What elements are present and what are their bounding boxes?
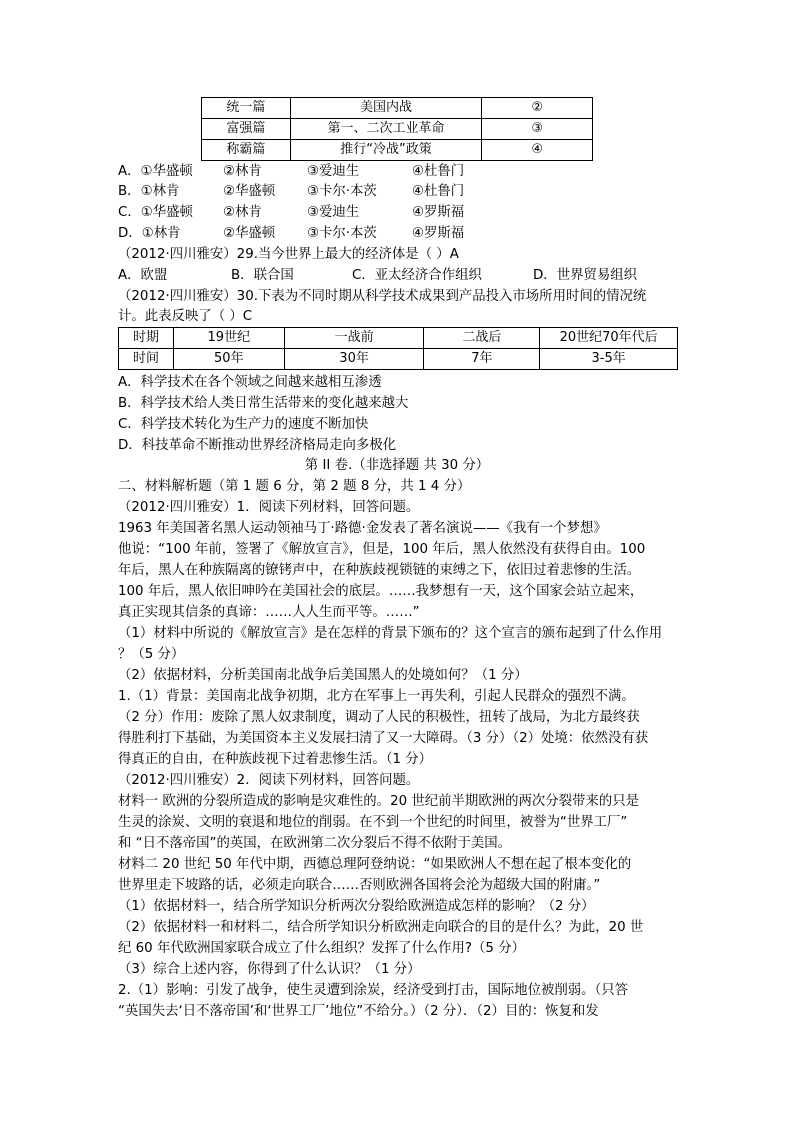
option-part: ③卡尔·本茨 (307, 226, 377, 241)
table-cell: ③ (482, 119, 593, 140)
table-cell: ④ (482, 140, 593, 161)
table-header-cell: 19世纪 (173, 328, 284, 349)
q29-stem: （2012·四川雅安）29.当今世界上最大的经济体是（ ）A (118, 247, 459, 262)
text-line: 1.（1）背景：美国南北战争初期，北方在军事上一再失利，引起人民群众的强烈不满。 (118, 689, 635, 704)
option-part: D．世界贸易组织 (533, 268, 638, 283)
q30-option-c: C．科学技术转化为生产力的速度不断加快 (118, 417, 369, 432)
text-line: 和 “日不落帝国”的英国，在欧洲第二次分裂后不得不依附于美国。 (118, 836, 512, 851)
option-part: ④罗斯福 (412, 226, 465, 241)
text-line: 2.（1）影响：引发了战争，使生灵遭到涂炭，经济受到打击，国际地位被削弱。（只答 (118, 983, 629, 998)
table-row (119, 349, 678, 370)
text-line: 真正实现其信条的真谛：……人人生而平等。……” (118, 605, 420, 620)
text-line: （2012·四川雅安）1．阅读下列材料，回答问题。 (118, 500, 420, 515)
us-history-table (201, 97, 593, 161)
q28-option-a (118, 162, 464, 182)
table-cell: 统一篇 (202, 98, 291, 119)
option-part: A．欧盟 (118, 268, 168, 283)
q30-option-b: B．科学技术给人类日常生活带来的变化越来越大 (118, 396, 409, 411)
option-part: B．①林肯 (118, 184, 180, 199)
table-row (202, 140, 593, 161)
table-cell: 3-5年 (540, 349, 678, 370)
table-cell: 时间 (119, 349, 174, 370)
text-line: 1963 年美国著名黑人运动领袖马丁·路德·金发表了著名演说——《我有一个梦想》 (118, 521, 607, 536)
option-part: C．亚太经济合作组织 (352, 268, 482, 283)
option-part: ③爱迪生 (307, 205, 360, 220)
option-part: ②华盛顿 (223, 226, 276, 241)
option-part: ③爱迪生 (307, 164, 360, 179)
text-line: （2012·四川雅安）2．阅读下列材料，回答问题。 (118, 773, 420, 788)
text-line: （2）依据材料，分析美国南北战争后美国黑人的处境如何？（1 分） (118, 668, 528, 683)
text-line: 纪 60 年代欧洲国家联合成立了什么组织？发挥了什么作用?（5 分） (118, 941, 525, 956)
table-cell: ② (482, 98, 593, 119)
part-heading: 二、材料解析题（第 1 题 6 分，第 2 题 8 分，共 1 4 分） (118, 479, 471, 494)
text-line: 他说：“100 年前，签署了《解放宣言》，但是，100 年后，黑人依然没有获得自由。100 (118, 542, 646, 557)
option-part: ④罗斯福 (412, 205, 465, 220)
q29-options (118, 266, 637, 286)
q28-option-b (118, 182, 464, 202)
q28-option-d (118, 224, 464, 244)
option-part: B．联合国 (231, 268, 294, 283)
text-line: （1）依据材料一，结合所学知识分析两次分裂给欧洲造成怎样的影响？（2 分） (118, 899, 595, 914)
option-part: D．①林肯 (118, 226, 181, 241)
option-part: ④杜鲁门 (412, 184, 465, 199)
q28-option-c (118, 203, 464, 223)
option-part: ②林肯 (223, 164, 262, 179)
text-line: 得胜利打下基础，为美国资本主义发展扫清了又一大障碍。（3 分）（2）处境：依然没有获 (118, 731, 649, 746)
option-part: ③卡尔·本茨 (307, 184, 377, 199)
q30-option-a: A．科学技术在各个领域之间越来越相互渗透 (118, 375, 382, 390)
text-line: 生灵的涂炭、文明的衰退和地位的削弱。在不到一个世纪的时间里，被誉为“世界工厂” (118, 815, 628, 830)
q30-stem-line2: 计。此表反映了（ ）C (118, 309, 253, 324)
table-cell: 美国内战 (290, 98, 482, 119)
text-line: 世界里走下坡路的话，必须走向联合……否则欧洲各国将会沦为超级大国的附庸。” (118, 878, 601, 893)
option-part: A．①华盛顿 (118, 164, 193, 179)
table-header-cell: 二战后 (424, 328, 540, 349)
table-header-cell: 时期 (119, 328, 174, 349)
table-header-cell: 一战前 (284, 328, 424, 349)
table-row (202, 98, 593, 119)
table-cell: 30年 (284, 349, 424, 370)
table-cell: 富强篇 (202, 119, 291, 140)
text-line: 得真正的自由，在种族歧视下过着悲惨生活。（1 分） (118, 752, 433, 767)
table-header-row (119, 328, 678, 349)
text-line: （1）材料中所说的《解放宣言》是在怎样的背景下颁布的？这个宣言的颁布起到了什么作用 (118, 626, 663, 641)
table-cell: 第一、二次工业革命 (290, 119, 482, 140)
text-line: ？（5 分） (118, 647, 185, 662)
table-row (202, 119, 593, 140)
table-header-cell: 20世纪70年代后 (540, 328, 678, 349)
q30-option-d: D．科技革命不断推动世界经济格局走向多极化 (118, 438, 397, 453)
text-line: 100 年后，黑人依旧呻吟在美国社会的底层。……我梦想有一天，这个国家会站立起来， (118, 584, 644, 599)
text-line: （2 分）作用：废除了黑人奴隶制度，调动了人民的积极性，扭转了战局，为北方最终获 (118, 710, 640, 725)
q30-stem-line1: （2012·四川雅安）30.下表为不同时期从科学技术成果到产品投入市场所用时间的情况统 (118, 289, 647, 304)
text-line: （3）综合上述内容，你得到了什么认识？（1 分） (118, 962, 421, 977)
science-time-table (118, 327, 678, 370)
section-title: 第 II 卷.（非选择题 共 30 分） (304, 458, 490, 473)
table-cell: 50年 (173, 349, 284, 370)
option-part: ②林肯 (223, 205, 262, 220)
text-line: “英国失去‘日不落帝国’和‘世界工厂’地位”不给分。）（2 分）．（2）目的：恢复和发 (118, 1004, 599, 1019)
text-line: 材料一 欧洲的分裂所造成的影响是灾难性的。20 世纪前半期欧洲的两次分裂带来的只是 (118, 794, 640, 809)
table-cell: 称霸篇 (202, 140, 291, 161)
option-part: C．①华盛顿 (118, 205, 193, 220)
table-cell: 7年 (424, 349, 540, 370)
text-line: （2）依据材料一和材料二，结合所学知识分析欧洲走向联合的目的是什么？为此，20 世 (118, 920, 644, 935)
option-part: ②华盛顿 (223, 184, 276, 199)
text-line: 材料二 20 世纪 50 年代中期，西德总理阿登纳说：“如果欧洲人不想在起了根本变化的 (118, 857, 632, 872)
table-cell: 推行“冷战”政策 (290, 140, 482, 161)
option-part: ④杜鲁门 (412, 164, 465, 179)
text-line: 年后，黑人在种族隔离的镣铐声中，在种族歧视锁链的束缚之下，依旧过着悲惨的生活。 (118, 563, 641, 578)
